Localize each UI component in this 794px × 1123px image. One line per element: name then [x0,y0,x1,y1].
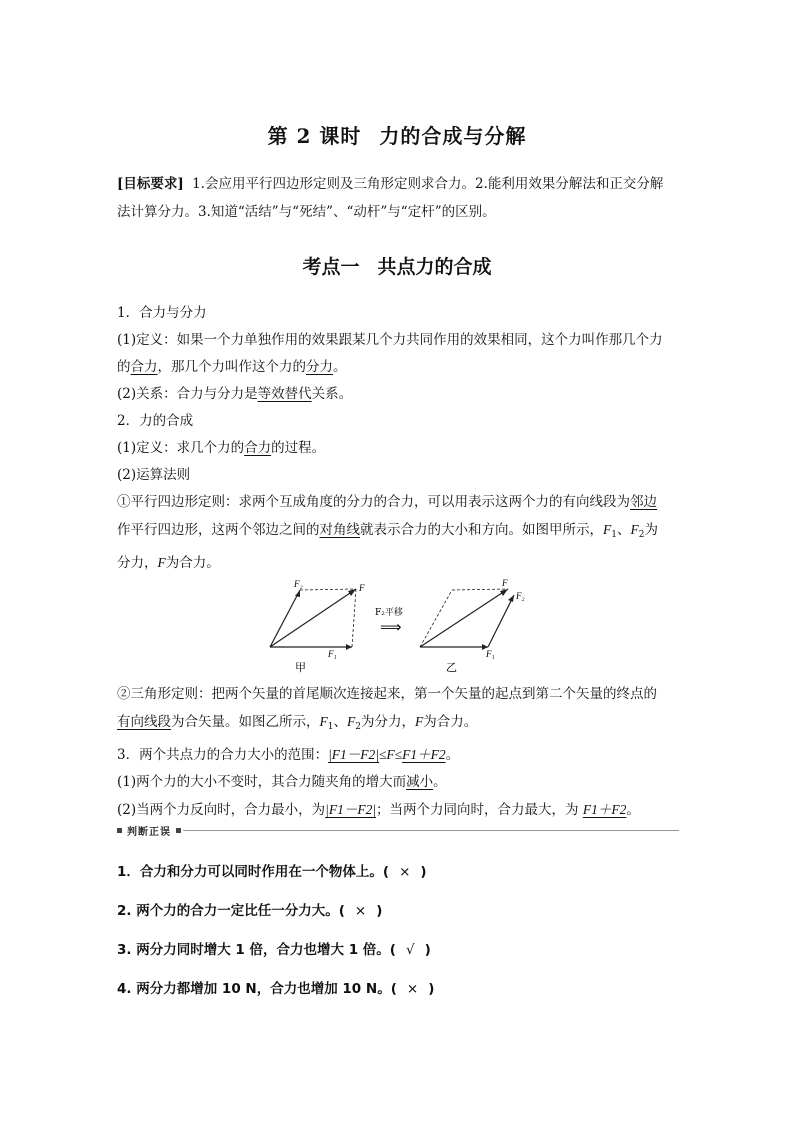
answer-mark: × [406,981,419,997]
section-body: 1．合力与分力 (1)定义：如果一个力单独作用的效果跟某几个力共同作用的效果相同，这个力叫作那几个力 的合力，那几个力叫作这个力的分力。 (2)关系：合力与分力是等效替代关系。 2．力的合成 (1)定义：求几个力的合力的过程。 (2)运算法则 ①平行四边形定则：求两个互成角度的分力的合力，可以用表示这两个力的有向线段为邻边 作平行四边形，这两个邻边之间的对角线就表示合力的大小和方向。如图甲所示，$F_1$、$F_2$为 分力，F为合力。 [117,300,679,577]
double-arrow-icon: ⟹ [380,618,402,636]
heading-composition: 2．力的合成 [117,413,194,429]
label-f2-right: F₂ [516,591,525,601]
heading-range: 3．两个共点力的合力大小的范围：|F1－F2|≤F≤F1＋F2。 [117,747,460,763]
square-bullet-icon [176,828,181,833]
square-bullet-icon [117,828,122,833]
heading-resultant-component: 1．合力与分力 [117,305,207,321]
quiz-item-1: 1．合力和分力可以同时作用在一个物体上。( × ) [117,864,427,880]
section-title: 考点一 共点力的合成 [302,256,492,278]
true-false-divider [117,822,679,838]
page-title: 第 2 课时 力的合成与分解 [267,124,527,148]
quiz-item-2: 2. 两个力的合力一定比任一分力大。( × ) [117,903,383,919]
label-f-left: F [359,583,365,593]
section-body-continued: ②三角形定则：把两个矢量的首尾顺次连接起来，第一个矢量的起点到第二个矢量的终点的 有向线段为合矢量。如图乙所示，$F_1$、$F_2$为分力，F为合力。 3．两个共点力的合力大小的范围：|F1－F2|≤F≤F1＋F2。 (1)两个力的大小不变时，其合力随夹角的增大而减小。 (2)当两个力反向时，合力最小，为|F1－F2|；当两个力同向时，合力最大，为 F1＋F2。 [117,681,679,824]
arrow-caption: F₂平移 [375,608,403,618]
force-diagram [262,575,532,680]
parallelogram-diagram [270,579,365,674]
label-f1-right: F₁ [486,649,495,659]
goal-label: [目标要求] [117,176,184,192]
translation-arrow [375,606,403,636]
quiz-item-3: 3. 两分力同时增大 1 倍，合力也增大 1 倍。( √ ) [117,942,431,958]
learning-goals: [目标要求] 1.会应用平行四边形定则及三角形定则求合力。2.能利用效果分解法和正交分解 法计算分力。3.知道“活结”与“死结”、“动杆”与“定杆”的区别。 [117,176,664,220]
divider-label: 判断正误 [127,826,171,838]
answer-mark: × [399,864,411,880]
triangle-diagram [420,578,525,674]
label-f-right: F [502,578,508,588]
label-yi: 乙 [446,661,457,674]
label-f1-left: F₁ [328,649,337,659]
answer-mark: × [354,903,367,919]
quiz-item-4: 4. 两分力都增加 10 N，合力也增加 10 N。( × ) [117,981,435,997]
answer-mark: √ [405,942,415,958]
label-f2-left: F₂ [294,579,303,589]
label-jia: 甲 [295,661,306,674]
